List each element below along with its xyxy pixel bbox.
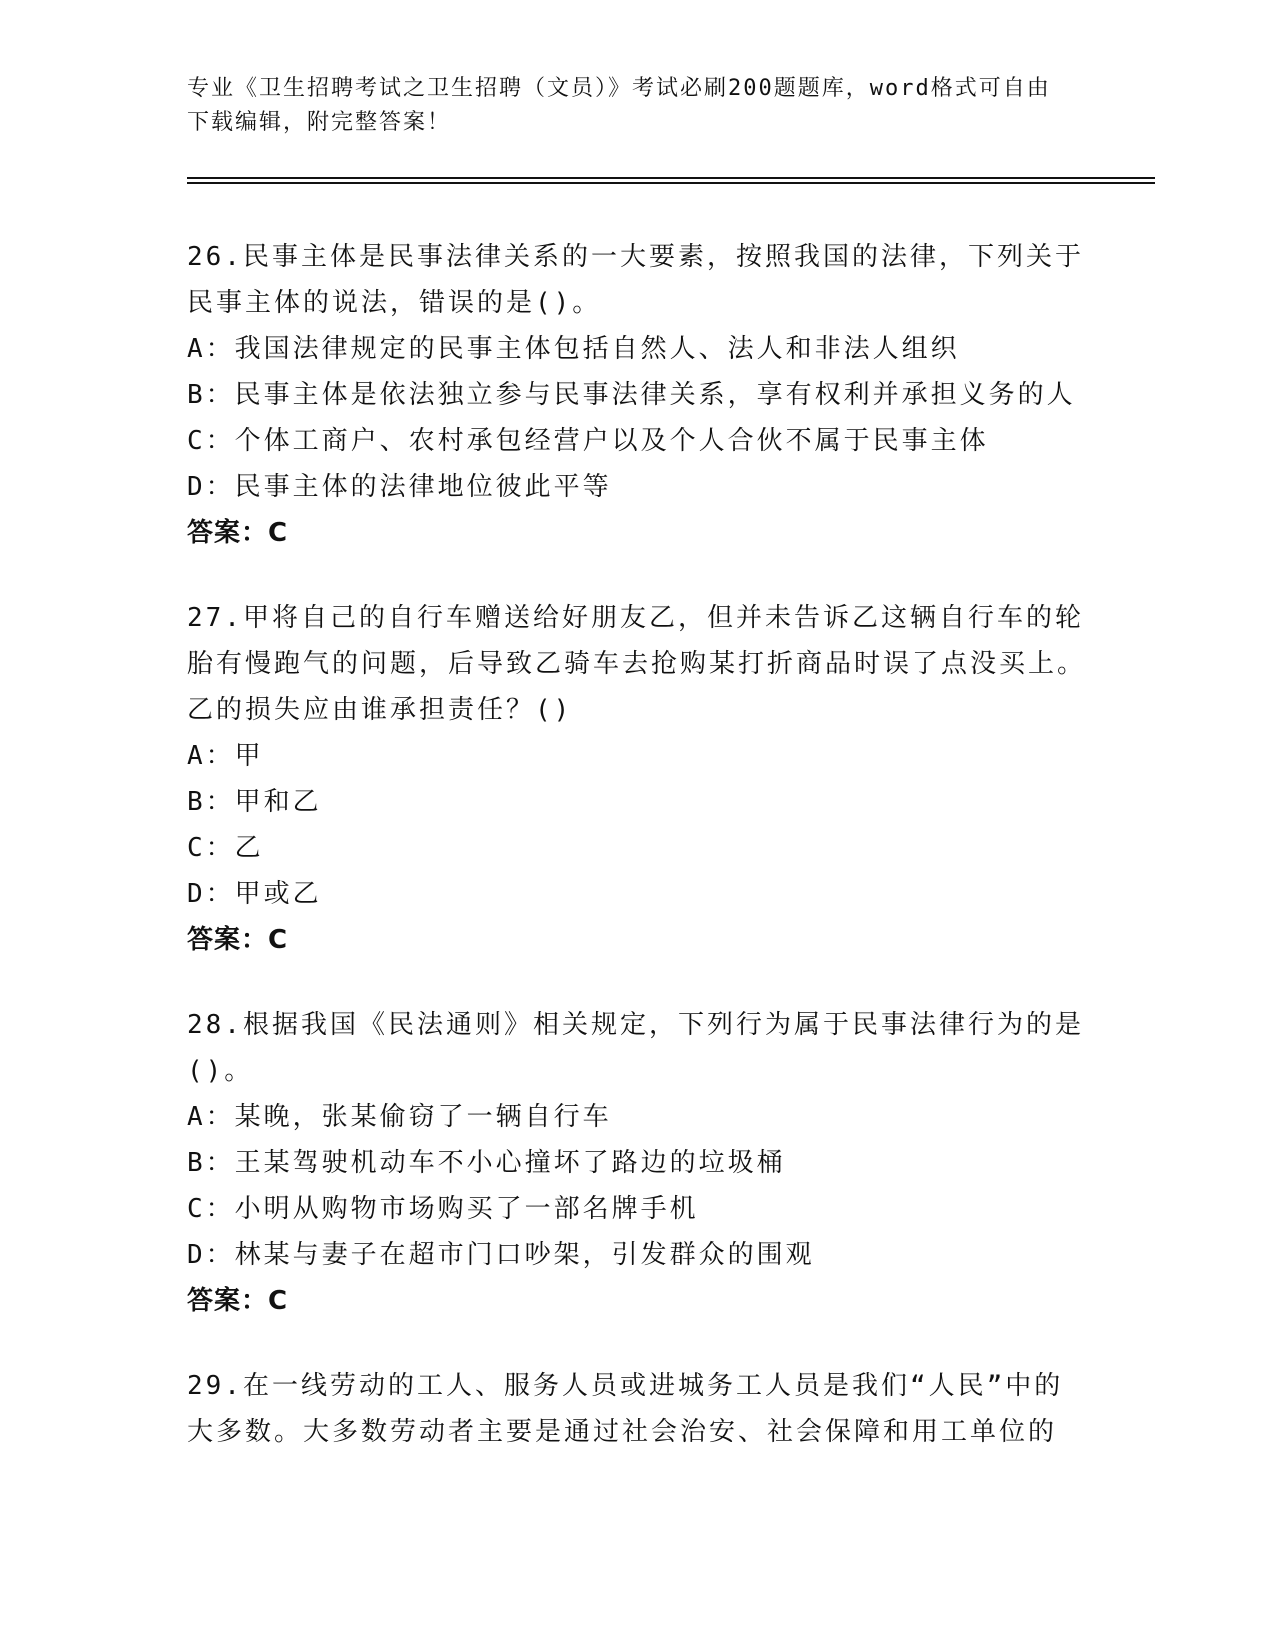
document-header: 专业《卫生招聘考试之卫生招聘（文员）》考试必刷200题题库，word格式可自由下载编辑，附完整答案！ — [187, 76, 1051, 135]
question-stem: 29.在一线劳动的工人、服务人员或进城务工人员是我们“人民”中的大多数。大多数劳动者主要是通过社会治安、社会保障和用工单位的 — [187, 1371, 1064, 1447]
option-d: D：民事主体的法律地位彼此平等 — [187, 472, 612, 502]
question-27 — [187, 595, 1087, 963]
question-29 — [187, 1363, 1087, 1455]
option-a: A：我国法律规定的民事主体包括自然人、法人和非法人组织 — [187, 334, 960, 364]
option-b: B：民事主体是依法独立参与民事法律关系，享有权利并承担义务的人 — [187, 380, 1076, 410]
header-divider-top — [187, 177, 1155, 179]
option-c: C：个体工商户、农村承包经营户以及个人合伙不属于民事主体 — [187, 426, 989, 456]
option-c: C：乙 — [187, 833, 264, 863]
question-list — [187, 234, 1087, 1494]
answer-line: 答案：C — [187, 518, 289, 548]
option-c: C：小明从购物市场购买了一部名牌手机 — [187, 1194, 699, 1224]
option-b: B：王某驾驶机动车不小心撞坏了路边的垃圾桶 — [187, 1148, 786, 1178]
option-d: D：甲或乙 — [187, 879, 322, 909]
question-stem: 27.甲将自己的自行车赠送给好朋友乙，但并未告诉乙这辆自行车的轮胎有慢跑气的问题，后导致乙骑车去抢购某打折商品时误了点没买上。乙的损失应由谁承担责任？() — [187, 603, 1087, 725]
option-a: A：某晚，张某偷窃了一辆自行车 — [187, 1102, 612, 1132]
header-divider-bottom — [187, 182, 1155, 184]
question-stem: 28.根据我国《民法通则》相关规定，下列行为属于民事法律行为的是()。 — [187, 1010, 1084, 1086]
option-d: D：林某与妻子在超市门口吵架，引发群众的围观 — [187, 1240, 815, 1270]
question-26 — [187, 234, 1087, 556]
option-a: A：甲 — [187, 741, 264, 771]
question-28 — [187, 1002, 1087, 1324]
answer-line: 答案：C — [187, 925, 289, 955]
option-b: B：甲和乙 — [187, 787, 322, 817]
answer-line: 答案：C — [187, 1286, 289, 1316]
question-stem: 26.民事主体是民事法律关系的一大要素，按照我国的法律，下列关于民事主体的说法，错误的是()。 — [187, 242, 1084, 318]
